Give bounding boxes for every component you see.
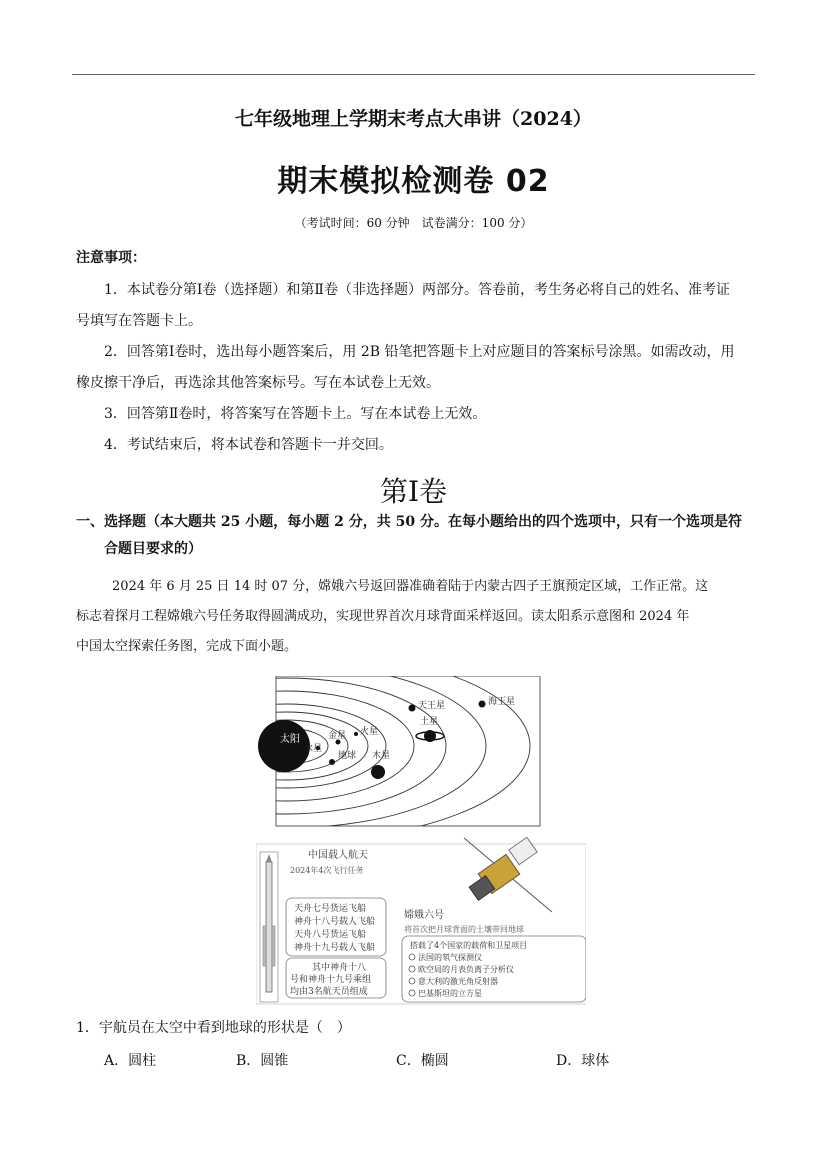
top-rule xyxy=(72,74,755,75)
solar-system-diagram xyxy=(256,676,540,842)
section-line: 合题目要求的） xyxy=(104,541,202,557)
planet-label: 海王星 xyxy=(488,697,516,707)
passage-line: 标志着探月工程嫦娥六号任务取得圆满成功，实现世界首次月球背面采样返回。读太阳系示意图和 2024 年 xyxy=(76,609,690,624)
note-line: 橡皮擦干净后，再选涂其他答案标号。写在本试卷上无效。 xyxy=(76,375,440,391)
planet-label: 火星 xyxy=(360,727,379,737)
sun-label: 太阳 xyxy=(280,734,300,745)
page-title: 期末模拟检测卷 02 xyxy=(277,164,550,199)
note-line: 4．考试结束后，将本试卷和答题卡一并交回。 xyxy=(104,437,393,453)
reading-passage xyxy=(76,572,756,662)
section-heading xyxy=(76,509,756,563)
notes-block xyxy=(76,275,756,461)
note-line: 2．回答第Ⅰ卷时，选出每小题答案后，用 2B 铅笔把答题卡上对应题目的答案标号涂黑。如需改动，用 xyxy=(104,344,735,360)
probe-desc: 将首次把月球背面的土壤带回地球 xyxy=(404,925,524,934)
mission-item: 神舟十九号载人飞船 xyxy=(294,943,376,953)
volume-title: 第Ⅰ卷 xyxy=(379,475,448,508)
mission-item: 天舟七号货运飞船 xyxy=(294,904,367,914)
sun-icon xyxy=(258,720,310,772)
payload-item: 意大利的激光角反射器 xyxy=(418,977,498,986)
payload-item: 巴基斯坦的立方星 xyxy=(418,989,482,998)
note-line: 1．本试卷分第Ⅰ卷（选择题）和第Ⅱ卷（非选择题）两部分。答卷前，考生务必将自己的姓名、准考证 xyxy=(104,282,730,298)
option-b: B．圆锥 xyxy=(236,1053,289,1069)
mission-title: 中国载人航天 xyxy=(308,850,368,861)
section-line: 一、选择题（本大题共 25 小题，每小题 2 分，共 50 分。在每小题给出的四个选项中，只有一个选项是符 xyxy=(76,514,742,530)
notes-heading: 注意事项： xyxy=(76,250,146,266)
question-stem: 1．宇航员在太空中看到地球的形状是（ ） xyxy=(76,1020,351,1036)
payload-item: 欧空局的月表负离子分析仪 xyxy=(418,965,514,974)
crew-note-line: 均由3名航天员组成 xyxy=(290,987,368,997)
planet-dot xyxy=(329,759,335,765)
crew-note-line: 号和神舟十九号乘组 xyxy=(290,975,372,985)
passage-line: 2024 年 6 月 25 日 14 时 07 分，嫦娥六号返回器准确着陆于内蒙古四子王旗预定区域，工作正常。这 xyxy=(112,579,709,594)
planet-dot xyxy=(409,705,416,712)
planet-dot xyxy=(479,701,486,708)
mission-item: 天舟八号货运飞船 xyxy=(294,930,367,940)
probe-title: 嫦娥六号 xyxy=(404,910,444,921)
note-line: 3．回答第Ⅱ卷时，将答案写在答题卡上。写在本试卷上无效。 xyxy=(104,406,487,422)
figure xyxy=(256,676,586,1006)
mission-item: 神舟十八号载人飞船 xyxy=(294,917,376,927)
mission-subtitle: 2024年4次飞行任务 xyxy=(290,866,364,875)
planet-label: 金星 xyxy=(328,731,347,741)
planet-label: 木星 xyxy=(372,751,391,761)
payload-item: 法国的氡气探测仪 xyxy=(418,953,482,962)
planet-dot xyxy=(371,765,385,779)
planet-label: 土星 xyxy=(420,717,439,727)
series-title: 七年级地理上学期末考点大串讲（2024） xyxy=(235,108,592,130)
option-a: A．圆柱 xyxy=(104,1053,157,1069)
crew-note-line: 其中神舟十八 xyxy=(312,963,367,973)
planet-label: 地球 xyxy=(338,751,357,761)
planet-dot xyxy=(354,732,358,736)
option-c: C．椭圆 xyxy=(396,1053,449,1069)
planet-label: 水星 xyxy=(304,744,323,754)
note-line: 号填写在答题卡上。 xyxy=(76,313,202,329)
option-d: D．球体 xyxy=(556,1053,610,1069)
exam-info: （考试时间：60 分钟 试卷满分：100 分） xyxy=(294,216,533,230)
payload-heading: 搭载了4个国家的载荷和卫星项目 xyxy=(410,941,528,950)
mission-diagram xyxy=(256,837,586,1004)
planet-label: 天王星 xyxy=(418,701,446,711)
passage-line: 中国太空探索任务图，完成下面小题。 xyxy=(76,639,298,654)
